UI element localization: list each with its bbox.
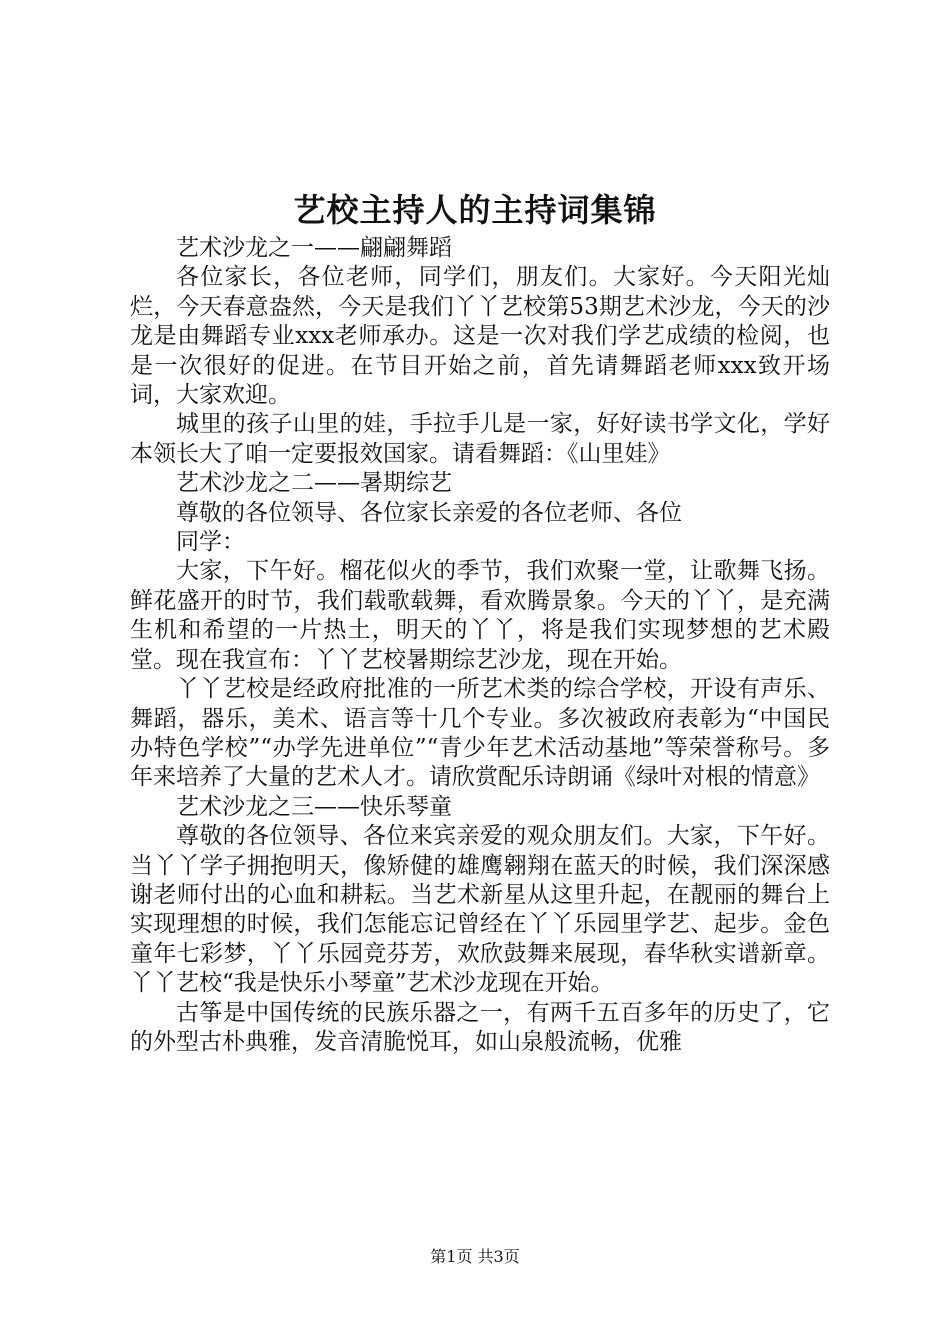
paragraph-greeting-2: 尊敬的各位领导、各位家长亲爱的各位老师、各位 [176, 499, 682, 526]
page-footer: 第1页 共3页 [430, 1247, 520, 1266]
document-body [130, 234, 830, 1057]
section-heading-1: 艺术沙龙之一——翩翩舞蹈 [176, 235, 452, 261]
document-title: 艺校主持人的主持词集锦 [293, 191, 657, 229]
paragraph-school-intro: 丫丫艺校是经政府批准的一所艺术类的综合学校，开设有声乐、舞蹈，器乐，美术、语言等十几个专业。多次被政府表彰为“中国民办特色学校”“办学先进单位”“青少年艺术活动基地”等荣誉称号。多年来培养了大量的艺术人才。请欣赏配乐诗朗诵《绿叶对根的情意》 [130, 676, 830, 791]
section-heading-3: 艺术沙龙之三——快乐琴童 [176, 793, 452, 820]
paragraph-greeting-2-cont: 同学： [176, 529, 245, 556]
paragraph-opening-1: 各位家长，各位老师，同学们，朋友们。大家好。今天阳光灿烂，今天春意盎然，今天是我们丫丫艺校第53期艺术沙龙，今天的沙龙是由舞蹈专业xxx老师承办。这是一次对我们学艺成绩的检阅，也是一次很好的促进。在节目开始之前，首先请舞蹈老师xxx致开场词，大家欢迎。 [130, 264, 830, 409]
paragraph-guzheng: 古筝是中国传统的民族乐器之一，有两千五百多年的历史了，它的外型古朴典雅，发音清脆悦耳，如山泉般流畅，优雅 [130, 999, 830, 1055]
paragraph-opening-3: 尊敬的各位领导、各位来宾亲爱的观众朋友们。大家，下午好。当丫丫学子拥抱明天，像矫健的雄鹰翱翔在蓝天的时候，我们深深感谢老师付出的心血和耕耘。当艺术新星从这里升起，在靓丽的舞台上实现理想的时候，我们怎能忘记曾经在丫丫乐园里学艺、起步。金色童年七彩梦，丫丫乐园竞芬芳，欢欣鼓舞来展现，春华秋实谱新章。丫丫艺校“我是快乐小琴童”艺术沙龙现在开始。 [130, 823, 830, 997]
paragraph-opening-2: 大家，下午好。榴花似火的季节，我们欢聚一堂，让歌舞飞扬。鲜花盛开的时节，我们载歌载舞，看欢腾景象。今天的丫丫，是充满生机和希望的一片热土，明天的丫丫，将是我们实现梦想的艺术殿堂。现在我宣布：丫丫艺校暑期综艺沙龙，现在开始。 [130, 558, 830, 673]
section-heading-2: 艺术沙龙之二——暑期综艺 [176, 470, 452, 497]
paragraph-program-1: 城里的孩子山里的娃，手拉手儿是一家，好好读书学文化，学好本领长大了咱一定要报效国家。请看舞蹈：《山里娃》 [130, 411, 830, 467]
